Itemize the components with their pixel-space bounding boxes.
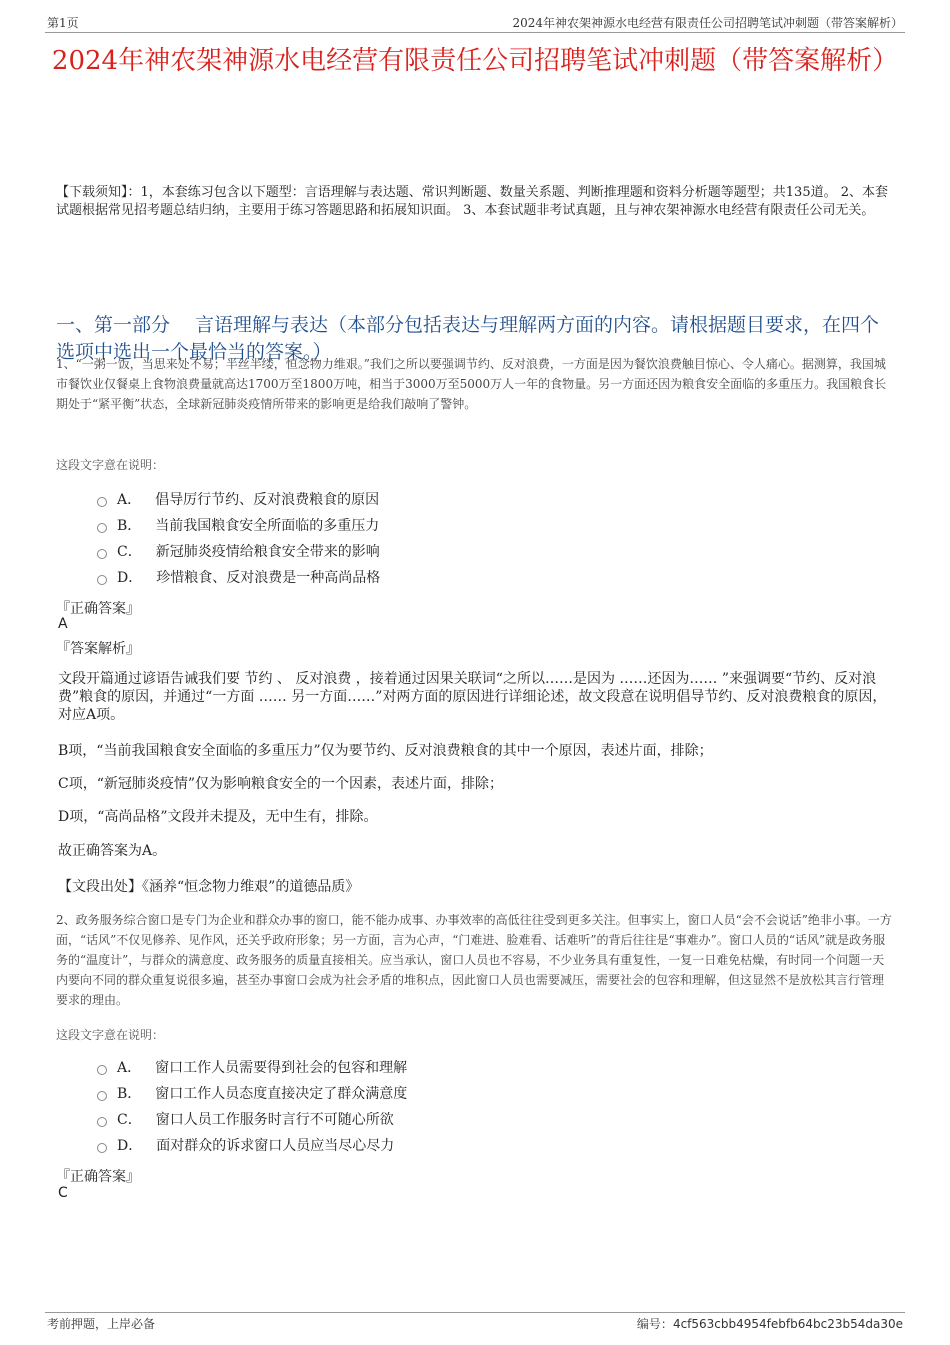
q1-analysis-c: C项，“新冠肺炎疫情”仅为影响粮食安全的一个因素，表述片面，排除； bbox=[58, 776, 504, 792]
radio-icon[interactable] bbox=[97, 1143, 107, 1153]
q1-source: 【文段出处】《涵养“恒念物力维艰”的道德品质》 bbox=[58, 879, 360, 895]
question-2-prompt: 这段文字意在说明： bbox=[56, 1028, 165, 1042]
page-header bbox=[45, 14, 905, 33]
footer-slogan: 考前押题，上岸必备 bbox=[47, 1317, 156, 1331]
q1-analysis-label: 『答案解析』 bbox=[56, 641, 140, 657]
radio-icon[interactable] bbox=[97, 1117, 107, 1127]
radio-icon[interactable] bbox=[97, 575, 107, 585]
q1-answer-label: 『正确答案』 bbox=[56, 601, 140, 617]
page-number: 第1页 bbox=[47, 16, 79, 30]
radio-icon[interactable] bbox=[97, 497, 107, 507]
document-code: 编号：4cf563cbb4954febfb64bc23b54da30e bbox=[636, 1317, 903, 1331]
q1-conclusion: 故正确答案为A。 bbox=[58, 843, 167, 859]
q2-option-a[interactable]: A． 窗口工作人员需要得到社会的包容和理解 bbox=[97, 1058, 407, 1078]
q1-analysis-b: B项，“当前我国粮食安全面临的多重压力”仅为要节约、反对浪费粮食的其中一个原因，表述片面，排除； bbox=[58, 743, 713, 759]
q2-answer: C bbox=[58, 1185, 68, 1201]
question-1-prompt: 这段文字意在说明： bbox=[56, 458, 165, 472]
section-heading: 一、第一部分 言语理解与表达（本部分包括表达与理解两方面的内容。请根据题目要求，在四个选项中选出一个最恰当的答案。） bbox=[56, 314, 880, 363]
radio-icon[interactable] bbox=[97, 549, 107, 559]
q2-answer-label: 『正确答案』 bbox=[56, 1169, 140, 1185]
q2-option-d[interactable]: D． 面对群众的诉求窗口人员应当尽心尽力 bbox=[97, 1136, 394, 1156]
q1-analysis-paragraph: 文段开篇通过谚语告诫我们要 节约 、 反对浪费 ，接着通过因果关联词“之所以……是因为 ……还因为…… ”来强调要“节约、反对浪费”粮食的原因，并通过“一方面 …… 另一方面……”对两方面的原因进行详细论述，故文段意在说明倡导节约、反对浪费粮食的原因，对应A项。 bbox=[58, 671, 887, 723]
header-doc-title: 2024年神农架神源水电经营有限责任公司招聘笔试冲刺题（带答案解析） bbox=[512, 16, 903, 30]
radio-icon[interactable] bbox=[97, 1065, 107, 1075]
radio-icon[interactable] bbox=[97, 1091, 107, 1101]
q1-answer: A bbox=[58, 616, 68, 632]
q1-option-d[interactable]: D． 珍惜粮食、反对浪费是一种高尚品格 bbox=[97, 568, 380, 588]
radio-icon[interactable] bbox=[97, 523, 107, 533]
question-1-stem: 1、“一粥一饭，当思来处不易；半丝半缕，恒念物力维艰。”我们之所以要强调节约、反对浪费，一方面是因为餐饮浪费触目惊心、令人痛心。据测算，我国城市餐饮业仅餐桌上食物浪费量就高达1700万至1800万吨，相当于3000万至5000万人一年的食物量。另一方面还因为粮食安全面临的多重压力。我国粮食长期处于“紧平衡”状态，全球新冠肺炎疫情所带来的影响更是给我们敲响了警钟。 bbox=[56, 357, 887, 411]
question-2-stem: 2、政务服务综合窗口是专门为企业和群众办事的窗口，能不能办成事、办事效率的高低往往受到更多关注。但事实上，窗口人员“会不会说话”绝非小事。一方面，“话风”不仅见修养、见作风，还关乎政府形象；另一方面，言为心声，“门难进、脸难看、话难听”的背后往往是“事难办”。窗口人员的“话风”就是政务服务的“温度计”，与群众的满意度、政务服务的质量直接相关。应当承认，窗口人员也不容易，不少业务具有重复性，一复一日难免枯燥，有时同一个问题一天内要向不同的群众重复说很多遍，甚至办事窗口会成为社会矛盾的堆积点，因此窗口人员也需要减压，需要社会的包容和理解，但这显然不是放松其言行管理要求的理由。 bbox=[56, 913, 892, 1007]
q2-option-b[interactable]: B． 窗口工作人员态度直接决定了群众满意度 bbox=[97, 1084, 407, 1104]
q1-analysis-d: D项，“高尚品格”文段并未提及，无中生有，排除。 bbox=[58, 809, 378, 825]
q1-option-a[interactable]: A． 倡导厉行节约、反对浪费粮食的原因 bbox=[97, 490, 379, 510]
q2-option-c[interactable]: C． 窗口人员工作服务时言行不可随心所欲 bbox=[97, 1110, 394, 1130]
document-title: 2024年神农架神源水电经营有限责任公司招聘笔试冲刺题（带答案解析） bbox=[51, 46, 899, 76]
page-footer bbox=[45, 1312, 905, 1333]
q1-option-b[interactable]: B． 当前我国粮食安全所面临的多重压力 bbox=[97, 516, 379, 536]
download-notice: 【下载须知】：1，本套练习包含以下题型：言语理解与表达题、常识判断题、数量关系题、判断推理题和资料分析题等题型；共135道。 2、本套试题根据常见招考题总结归纳，主要用于练习答题思路和拓展知识面。 3、本套试题非考试真题，且与神农架神源水电经营有限责任公司无关。 bbox=[56, 185, 888, 218]
q1-option-c[interactable]: C． 新冠肺炎疫情给粮食安全带来的影响 bbox=[97, 542, 380, 562]
